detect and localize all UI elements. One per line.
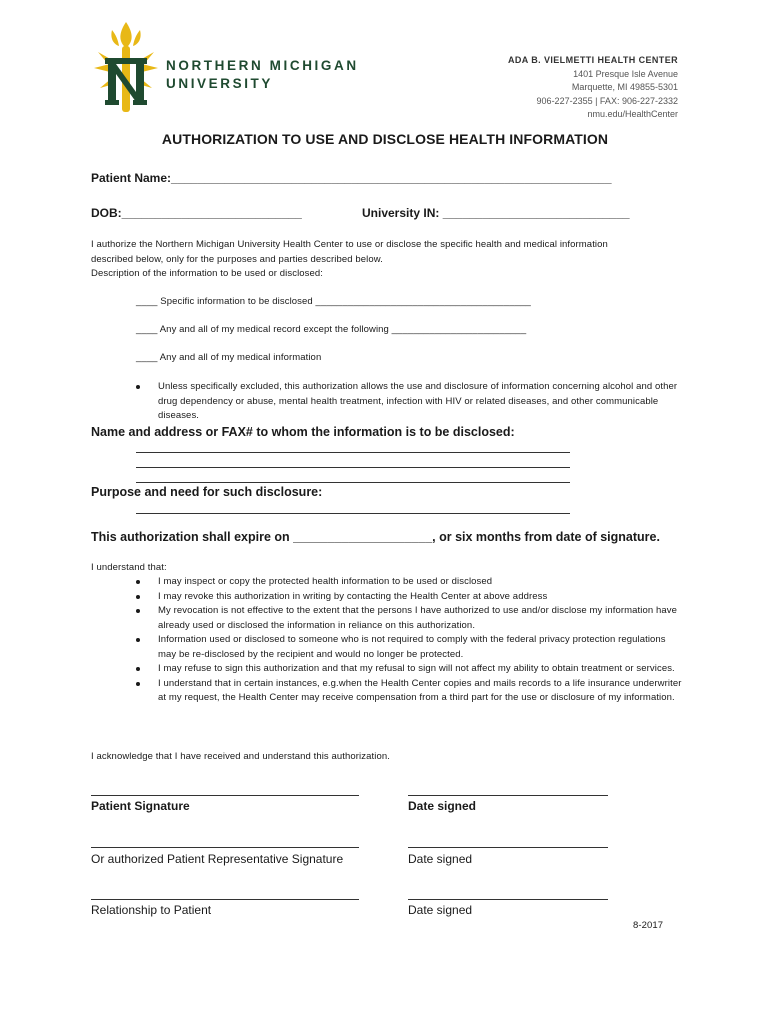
patient-signature-line[interactable] (91, 795, 359, 796)
health-center-website: nmu.edu/HealthCenter (587, 109, 678, 119)
date-signed-line-1[interactable] (408, 795, 608, 796)
date-signed-line-3[interactable] (408, 899, 608, 900)
patient-signature-label: Patient Signature (91, 799, 190, 813)
understand-item: My revocation is not effective to the extent that the persons I have authorized to use and/or disclose my information have already used or disclosed the information in reliance on this authorization. (136, 604, 684, 633)
university-in-field[interactable]: University IN: ____________________________ (362, 206, 630, 220)
understand-item: Information used or disclosed to someone who is not required to comply with the federal privacy protection regulations may be re-disclosed by the recipient and would no longer be protected. (136, 633, 684, 662)
date-signed-label-2: Date signed (408, 852, 473, 866)
patient-name-field[interactable]: Patient Name:__________________________________________________________________ (91, 171, 612, 185)
health-center-address: 1401 Presque Isle Avenue (573, 68, 678, 79)
exclusion-note (136, 380, 686, 424)
torch-logo-icon (88, 22, 164, 114)
health-center-name: ADA B. VIELMETTI HEALTH CENTER (508, 55, 678, 65)
intro-line-2: described below, only for the purposes and parties described below. (91, 253, 383, 265)
date-signed-line-2[interactable] (408, 847, 608, 848)
name-address-line-1[interactable] (136, 452, 570, 453)
option-all-information[interactable]: ____ Any and all of my medical information (136, 352, 322, 363)
form-title: AUTHORIZATION TO USE AND DISCLOSE HEALTH INFORMATION (161, 131, 609, 147)
understand-item: I may revoke this authorization in writing by contacting the Health Center at above address (136, 590, 684, 605)
dob-field[interactable]: DOB:___________________________ (91, 206, 302, 220)
name-address-heading: Name and address or FAX# to whom the information is to be disclosed: (91, 425, 515, 439)
option-all-except[interactable]: ____ Any and all of my medical record except the following _________________________ (136, 324, 527, 335)
purpose-line[interactable] (136, 513, 570, 514)
health-center-phone-fax: 906-227-2355 | FAX: 906-227-2332 (536, 95, 678, 106)
intro-paragraph (91, 238, 691, 282)
date-signed-label-3: Date signed (408, 903, 473, 917)
revision-date: 8-2017 (633, 920, 664, 931)
exclusion-text: Unless specifically excluded, this authorization allows the use and disclosure of information concerning alcohol and other drug dependency or abuse, mental health treatment, infection with HIV or related diseases, and other communicable diseases. (136, 380, 686, 424)
date-signed-label-1: Date signed (408, 799, 477, 813)
university-name-line1: NORTHERN MICHIGAN (166, 58, 359, 73)
health-center-city: Marquette, MI 49855-5301 (571, 82, 678, 92)
acknowledgement: I acknowledge that I have received and understand this authorization. (91, 751, 390, 762)
expiration-statement: This authorization shall expire on ____________________, or six months from date of signature. (91, 530, 660, 544)
relationship-line[interactable] (91, 899, 359, 900)
intro-line-3: Description of the information to be used or disclosed: (91, 268, 324, 279)
university-name-line2: UNIVERSITY (166, 76, 274, 91)
name-address-line-3[interactable] (136, 482, 570, 483)
understand-item: I understand that in certain instances, e.g.when the Health Center copies and mails records to a life insurance underwriter at my request, the Health Center may receive compensation from a third part for the use or disclosure of my information. (136, 677, 684, 706)
nmu-logo (88, 22, 164, 114)
representative-signature-label: Or authorized Patient Representative Signature (91, 852, 344, 866)
understand-item: I may inspect or copy the protected health information to be used or disclosed (136, 575, 684, 590)
option-specific-information[interactable]: ____ Specific information to be disclosed ________________________________________ (136, 296, 531, 307)
relationship-label: Relationship to Patient (91, 903, 212, 917)
representative-signature-line[interactable] (91, 847, 359, 848)
intro-line-1: I authorize the Northern Michigan University Health Center to use or disclose the specific health and medical information (91, 239, 608, 250)
understand-intro: I understand that: (91, 562, 167, 573)
name-address-line-2[interactable] (136, 467, 570, 468)
understand-item: I may refuse to sign this authorization and that my refusal to sign will not affect my ability to obtain treatment or services. (136, 662, 684, 677)
understand-list (136, 575, 684, 706)
health-center-info (508, 54, 678, 122)
purpose-heading: Purpose and need for such disclosure: (91, 485, 323, 499)
